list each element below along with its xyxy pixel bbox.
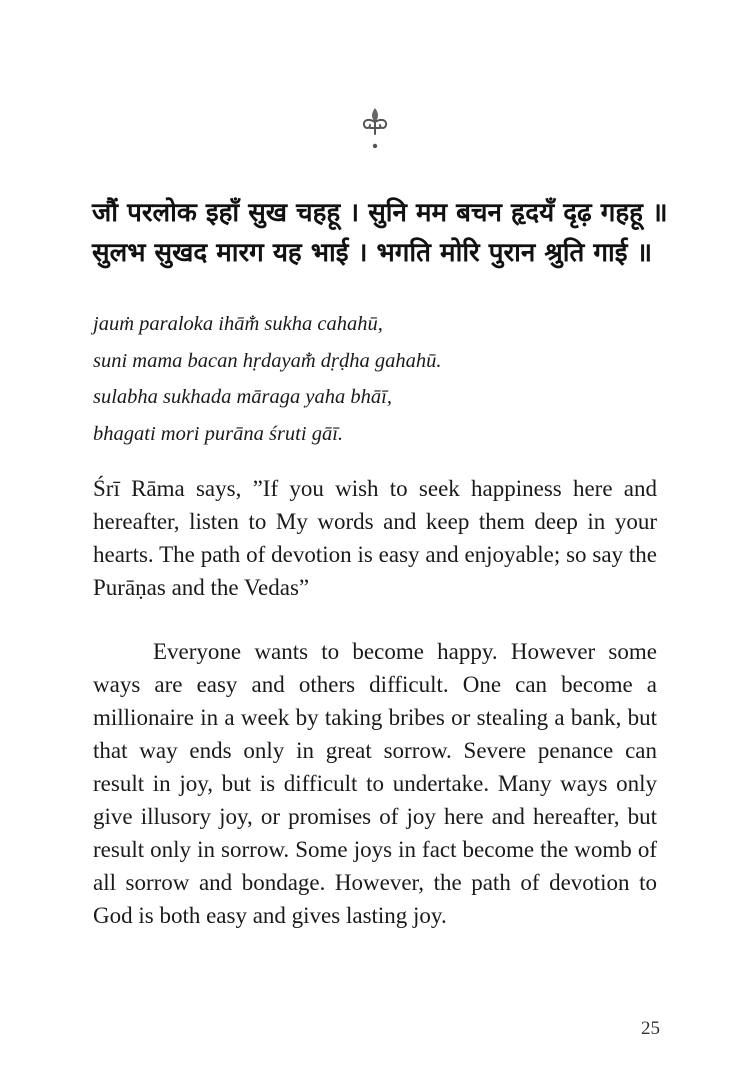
fleur-ornament-icon <box>355 104 395 152</box>
translation-paragraph: Śrī Rāma says, ”If you wish to seek happiness here and hereafter, listen to My words and keep them deep in your hearts. The path of devotion is easy and enjoyable; so say the Purāṇas and the Vedas” <box>93 476 657 600</box>
transliteration-line: suni mama bacan hṛdayam̐ dṛḍha gahahū. <box>93 349 442 372</box>
transliteration-line: bhagati mori purāna śruti gāī. <box>93 422 344 445</box>
verse-line: सुलभ सुखद मारग यह भाई । भगति मोरि पुरान श्रुति गाई ॥ <box>92 238 653 268</box>
page-number: 25 <box>641 1018 660 1039</box>
devanagari-verse <box>92 193 672 273</box>
transliteration-line: sulabha sukhada māraga yaha bhāī, <box>93 386 392 408</box>
verse-line: जौं परलोक इहाँ सुख चहहू । सुनि मम बचन हृदयँ दृढ़ गहहू ॥ <box>92 198 668 228</box>
transliteration <box>93 306 673 452</box>
transliteration-line: jauṁ paraloka ihām̐ sukha cahahū, <box>93 313 383 335</box>
commentary-paragraph: Everyone wants to become happy. However some ways are easy and others difficult. One can become a millionaire in a week by taking bribes or stealing a bank, but that way ends only in great sorrow. Severe penance can result in joy, but is difficult to undertake. Many ways only give illusory joy, or promises of joy here and hereafter, but result only in sorrow. Some joys in fact become the womb of all sorrow and bondage. However, the path of devotion to God is both easy and gives lasting joy. <box>93 639 657 928</box>
